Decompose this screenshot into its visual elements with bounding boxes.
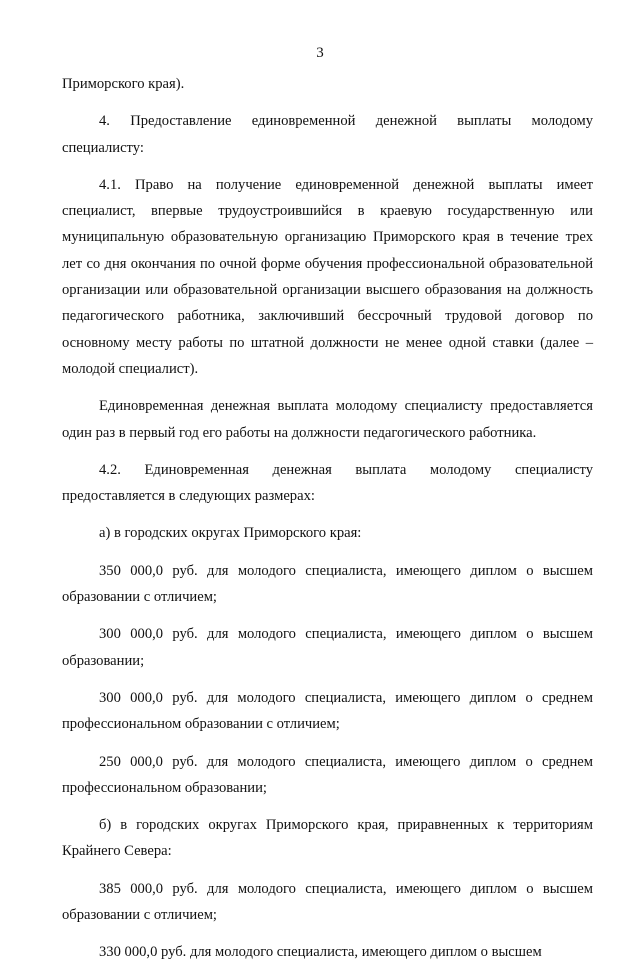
- paragraph-amount-item: 350 000,0 руб. для молодого специалиста, имеющего диплом о высшем образовании с отличием;: [62, 562, 593, 606]
- paragraph-one-time-payment: Единовременная денежная выплата молодому специалисту предоставляется один раз в первый год его работы на должности педагогического работника.: [62, 398, 593, 441]
- paragraph-list-a-heading: а) в городских округах Приморского края:: [99, 525, 362, 542]
- paragraph-amount-item: 300 000,0 руб. для молодого специалиста, имеющего диплом о среднем профессиональном образовании с отличием;: [62, 689, 593, 733]
- paragraph-amount-item: 385 000,0 руб. для молодого специалиста, имеющего диплом о высшем образовании с отличием;: [62, 880, 593, 924]
- document-body: [62, 71, 593, 977]
- paragraph-4-2-amounts: 4.2. Единовременная денежная выплата молодому специалисту предоставляется в следующих размерах:: [62, 461, 593, 505]
- page-number: 3: [316, 45, 324, 61]
- paragraph-section-4-heading: 4. Предоставление единовременной денежной выплаты молодому специалисту:: [62, 113, 593, 156]
- paragraph-amount-item-partial: 330 000,0 руб. для молодого специалиста, имеющего диплом о высшем: [99, 944, 542, 961]
- paragraph-amount-item: 300 000,0 руб. для молодого специалиста, имеющего диплом о высшем образовании;: [62, 626, 593, 669]
- paragraph-4-1-eligibility: 4.1. Право на получение единовременной денежной выплаты имеет специалист, впервые трудоустроившийся в краевую государственную или муниципальную образовательную организацию Приморского края в течение трех лет со дня окончания по очной форме обучения профессиональной образовательной организации или образовательной организации высшего образования на должность педагогического работника, заключивший бессрочный трудовой договор по основному месту работы по штатной должности не менее одной ставки (далее – молодой специалист).: [62, 176, 593, 377]
- paragraph-continuation: Приморского края).: [62, 76, 185, 92]
- paragraph-list-b-heading: б) в городских округах Приморского края, приравненных к территориям Крайнего Севера:: [62, 817, 593, 860]
- paragraph-amount-item: 250 000,0 руб. для молодого специалиста, имеющего диплом о среднем профессиональном образовании;: [62, 753, 593, 796]
